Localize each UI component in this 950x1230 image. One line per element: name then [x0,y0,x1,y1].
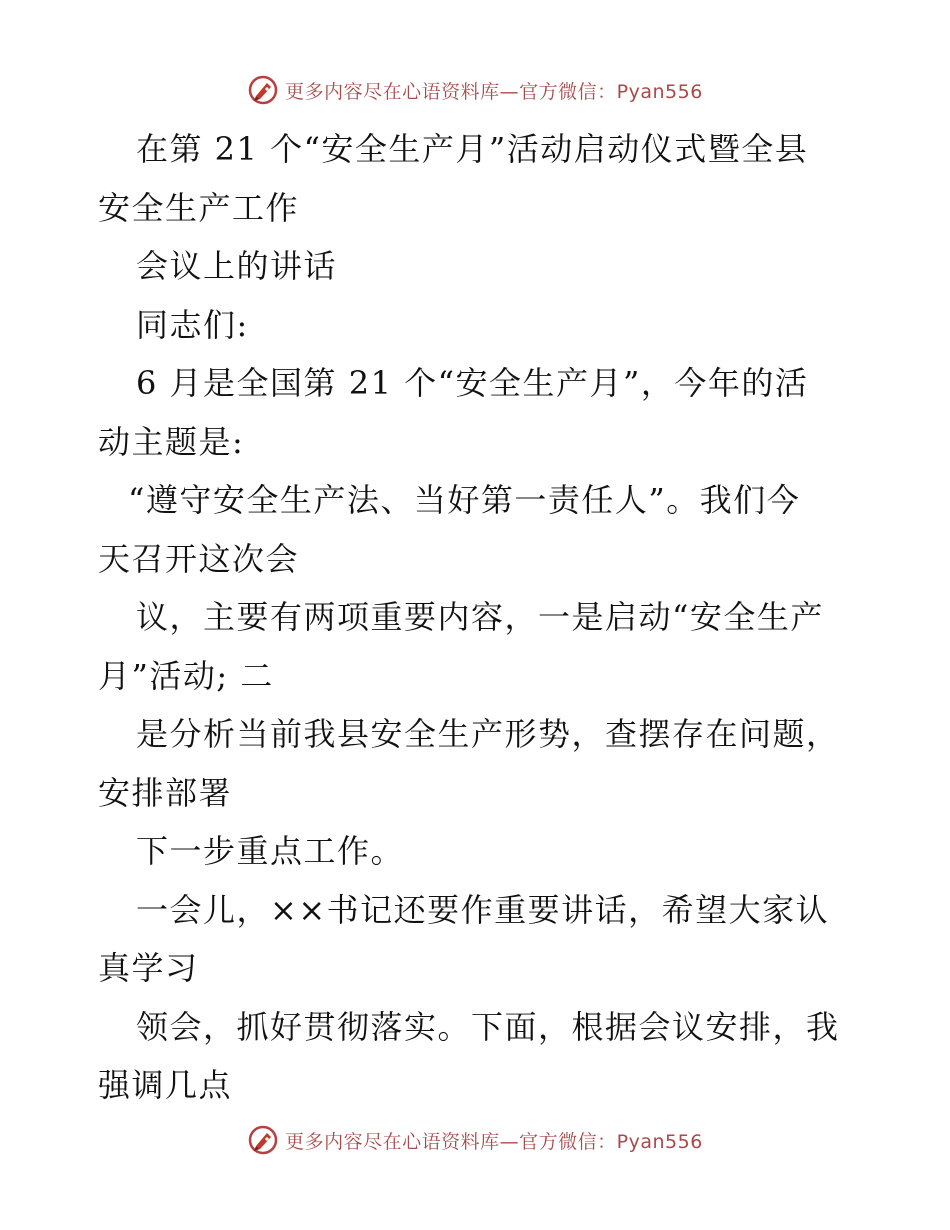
paragraph-line: 强调几点 [98,1066,233,1104]
paragraph-line: 一会儿，××书记还要作重要讲话，希望大家认 [136,890,830,929]
paragraph-line: 安全生产工作 [98,188,300,227]
paragraph-line: 会议上的讲话 [136,247,338,285]
paragraph-line: 安排部署 [98,773,233,812]
paragraph-line: 领会，抓好贯彻落实。下面，根据会议安排，我 [136,1007,840,1046]
pen-nib-logo-icon [247,74,279,106]
paragraph-line: 是分析当前我县安全生产形势，查摆存在问题， [136,715,840,753]
paragraph-line: 下一步重点工作。 [136,832,405,870]
paragraph-line: 天召开这次会 [98,539,300,578]
pen-nib-logo-icon [247,1124,279,1156]
header-watermark-banner [0,70,950,110]
paragraph-line: 动主题是: [98,422,245,461]
paragraph-line: 议，主要有两项重要内容，一是启动“安全生产 [136,598,824,636]
paragraph-line: 真学习 [98,949,199,987]
paragraph-line: 在第 21 个“安全生产月”活动启动仪式暨全县 [136,130,809,168]
paragraph-line: “遵守安全生产法、当好第一责任人”。我们今 [128,481,801,519]
paragraph-line: 同志们: [136,305,249,344]
paragraph-line: 月”活动; 二 [98,656,274,695]
paragraph-line: 6 月是全国第 21 个“安全生产月”，今年的活 [136,364,809,402]
watermark-text: 更多内容尽在心语资料库—官方微信：Pyan556 [285,1130,703,1153]
footer-watermark-banner [0,1120,950,1160]
watermark-text: 更多内容尽在心语资料库—官方微信：Pyan556 [285,80,703,103]
document-body [98,120,858,1115]
